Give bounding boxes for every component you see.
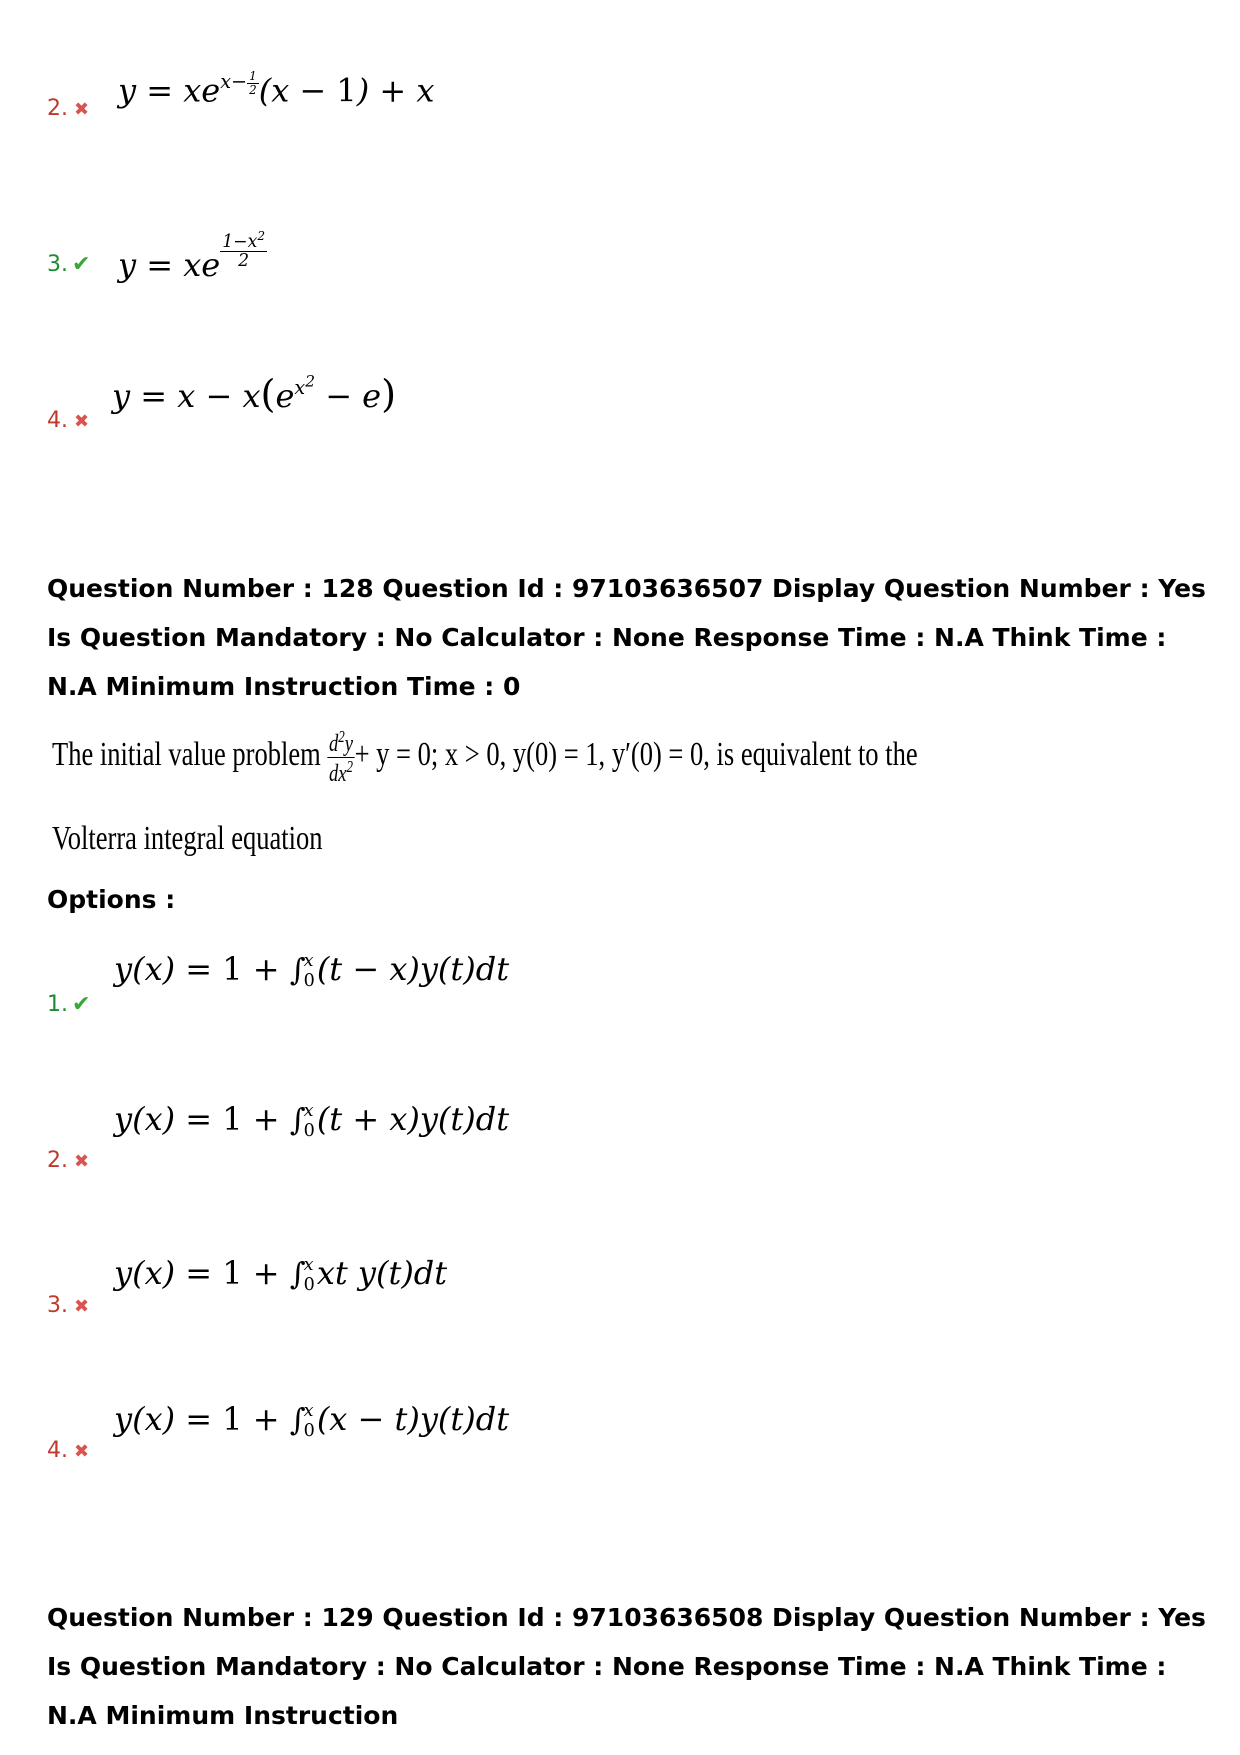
option-1-formula: y(x) = 1 + ∫ x 0 (t − x)y(t)dt [114,950,510,991]
cross-icon: ✖ [74,1151,90,1172]
d2y-dx2-fraction: $\frac{d^2y}{dx^2}$ [328,727,354,787]
option-2-formula: y(x) = 1 + ∫ x 0 (t + x)y(t)dt [114,1100,510,1141]
option-number: 3. [47,252,68,277]
option-4 [47,1438,89,1463]
option-number: 1. [47,992,68,1017]
option-number: 2. [47,96,68,121]
options-label: Options : [47,885,176,914]
cross-icon: ✖ [74,411,90,432]
option-2-integrand: (t + x)y(t)dt [316,1100,510,1138]
option-3-formula: y(x) = 1 + ∫ x 0 xt y(t)dt [114,1254,448,1295]
option-3 [47,1293,89,1318]
cross-icon: ✖ [74,1296,90,1317]
stem-text: The initial value problem [52,736,321,774]
question-128-stem [52,728,918,787]
prev-option-2-formula: $y = xe^{x- \frac{1}{2}}$ (x − 1) + x [118,69,435,110]
prev-option-4-formula: $y = x - x(e^{x^2} - e)$ [112,372,397,417]
question-129-header: Question Number : 129 Question Id : 97103636508 Display Question Number : Yes Is Question Mandatory : No Calculator : None Response Time : N.A Think Time : N.A Minimum Instruction [47,1603,1206,1730]
option-4-formula: y(x) = 1 + ∫ x 0 (x − t)y(t)dt [114,1400,510,1441]
cross-icon: ✖ [74,99,90,120]
cross-icon: ✖ [74,1441,90,1462]
prev-option-3-formula: y = xe $^{\frac{1-x^2}{2}}$ [118,229,266,285]
option-3-integrand: xt y(t)dt [316,1254,448,1292]
prev-option-4 [47,408,89,433]
check-icon: ✔ [72,992,91,1017]
prev-option-3 [47,252,90,277]
prev-option-2 [47,96,89,121]
question-128-header: Question Number : 128 Question Id : 97103636507 Display Question Number : Yes Is Question Mandatory : No Calculator : None Response Time : N.A Think Time : N.A Minimum Instruction Time : 0 [47,574,1206,701]
check-icon: ✔ [72,252,91,277]
option-2 [47,1148,89,1173]
option-number: 2. [47,1148,68,1173]
option-4-integrand: (x − t)y(t)dt [316,1400,510,1438]
option-1 [47,992,90,1017]
option-number: 4. [47,408,68,433]
option-1-integrand: (t − x)y(t)dt [316,950,510,988]
option-number: 3. [47,1293,68,1318]
stem-text-rest: + y = 0; x > 0, y(0) = 1, y′(0) = 0, is equivalent to the [354,736,918,774]
option-number: 4. [47,1438,68,1463]
question-128-stem-line2: Volterra integral equation [52,820,323,857]
